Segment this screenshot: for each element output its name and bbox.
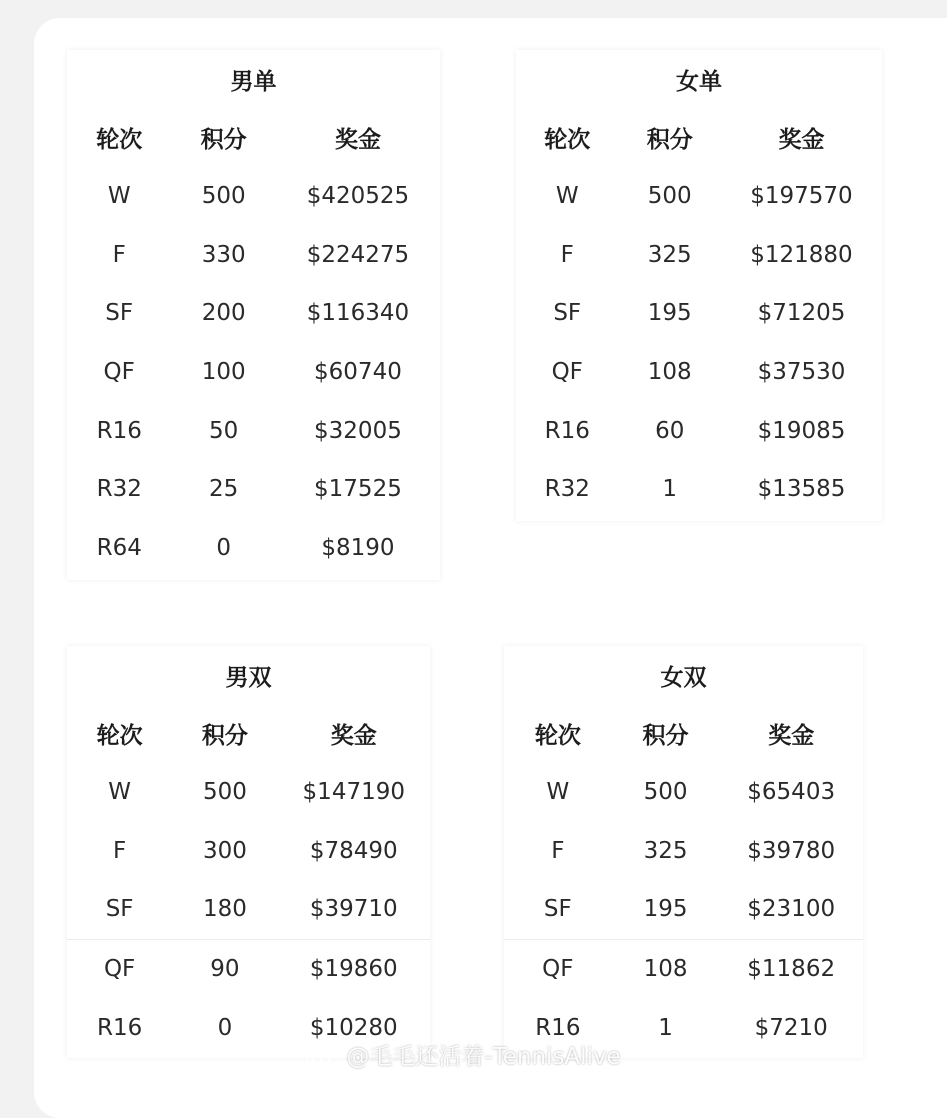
- cell-prize: $23100: [747, 896, 836, 923]
- cell-prize: $39780: [747, 837, 836, 864]
- cell-prize: $10280: [309, 1014, 398, 1041]
- cell-prize: $39710: [309, 896, 398, 923]
- cell-round: QF: [103, 359, 135, 386]
- cell-round: SF: [553, 300, 582, 327]
- cell-points: 0: [217, 1014, 233, 1041]
- table-row: [67, 460, 440, 519]
- cell-prize: $224275: [306, 241, 410, 268]
- cell-prize: $7210: [754, 1014, 828, 1041]
- cell-round: R16: [96, 417, 142, 444]
- header-row: [516, 108, 882, 167]
- cell-prize: $19085: [757, 417, 846, 444]
- table-row: [67, 939, 430, 998]
- cell-prize: $17525: [314, 476, 402, 503]
- table-row: [67, 763, 430, 822]
- table-title: 男单: [230, 68, 277, 95]
- cell-points: 100: [201, 359, 246, 386]
- table-title-row: [67, 646, 430, 704]
- mens-doubles-table: [67, 646, 430, 1058]
- cell-points: 325: [647, 241, 692, 268]
- table-row: [516, 225, 882, 284]
- table-row: [67, 225, 440, 284]
- header-prize: 奖金: [330, 722, 377, 749]
- cell-points: 500: [647, 183, 692, 210]
- table-row: [516, 343, 882, 402]
- header-points: 积分: [646, 126, 693, 153]
- cell-round: QF: [504, 939, 612, 998]
- table-title: 男双: [225, 664, 272, 691]
- cell-round: R32: [96, 476, 142, 503]
- header-points: 积分: [642, 722, 689, 749]
- cell-prize: $13585: [757, 476, 846, 503]
- cell-prize: $8190: [321, 535, 395, 562]
- cell-points: 108: [612, 939, 720, 998]
- table-row: [67, 167, 440, 226]
- table-row: [516, 460, 882, 519]
- table-title: 女双: [660, 664, 707, 691]
- table-row: [67, 343, 440, 402]
- cell-prize: $32005: [314, 417, 402, 444]
- cell-points: 25: [209, 476, 239, 503]
- cell-round: F: [113, 837, 127, 864]
- header-row: [504, 704, 863, 763]
- table-row: [516, 284, 882, 343]
- cell-round: SF: [105, 896, 134, 923]
- table-row: [504, 939, 863, 998]
- cell-round: R16: [97, 1014, 143, 1041]
- cell-prize: $197570: [750, 183, 853, 210]
- header-round: 轮次: [96, 126, 143, 153]
- cell-prize: $147190: [302, 779, 405, 806]
- table-row: [67, 519, 440, 578]
- cell-prize: $11862: [719, 939, 863, 998]
- table-title-row: [67, 50, 440, 108]
- cell-points: 200: [201, 300, 246, 327]
- cell-points: 500: [201, 183, 246, 210]
- watermark-text: @毛毛还活着-TennisAlive: [346, 1044, 621, 1070]
- table-title: 女单: [676, 68, 722, 95]
- cell-prize: $19860: [278, 939, 430, 998]
- header-prize: 奖金: [768, 722, 815, 749]
- cell-round: SF: [105, 300, 134, 327]
- table-title-row: [504, 646, 863, 704]
- cell-round: QF: [551, 359, 583, 386]
- cell-points: 1: [658, 1014, 673, 1041]
- cell-points: 108: [647, 359, 692, 386]
- womens-singles-grid: [516, 50, 882, 519]
- table-row: [67, 821, 430, 880]
- cell-points: 300: [202, 837, 247, 864]
- cell-prize: $37530: [757, 359, 846, 386]
- header-round: 轮次: [544, 126, 591, 153]
- cell-points: 1: [662, 476, 678, 503]
- table-row: [67, 880, 430, 939]
- table-row: [67, 401, 440, 460]
- cell-points: 180: [202, 896, 247, 923]
- cell-points: 500: [643, 779, 688, 806]
- cell-points: 60: [655, 417, 685, 444]
- header-prize: 奖金: [334, 126, 381, 153]
- cell-points: 90: [172, 939, 277, 998]
- header-prize: 奖金: [778, 126, 825, 153]
- table-title-row: [516, 50, 882, 108]
- cell-round: SF: [543, 896, 572, 923]
- cell-points: 0: [216, 535, 231, 562]
- cell-round: F: [551, 837, 565, 864]
- cell-prize: $60740: [314, 359, 402, 386]
- header-round: 轮次: [96, 722, 143, 749]
- cell-points: 500: [202, 779, 247, 806]
- mens-singles-grid: [67, 50, 440, 578]
- header-points: 积分: [201, 722, 248, 749]
- cell-points: 325: [643, 837, 688, 864]
- header-round: 轮次: [534, 722, 581, 749]
- cell-points: 195: [643, 896, 688, 923]
- cell-round: W: [555, 183, 579, 210]
- cell-round: R16: [544, 417, 590, 444]
- cell-round: R64: [96, 535, 142, 562]
- table-row: [504, 763, 863, 822]
- cell-prize: $121880: [750, 241, 853, 268]
- cell-round: F: [560, 241, 574, 268]
- watermark: [305, 1038, 621, 1071]
- table-row: [67, 284, 440, 343]
- cell-prize: $78490: [309, 837, 398, 864]
- womens-doubles-table: [504, 646, 863, 1058]
- header-points: 积分: [200, 126, 247, 153]
- table-row: [504, 821, 863, 880]
- table-row: [516, 401, 882, 460]
- cell-round: F: [112, 241, 126, 268]
- cell-prize: $116340: [306, 300, 410, 327]
- cell-prize: $65403: [747, 779, 836, 806]
- mens-singles-table: [67, 50, 440, 580]
- cell-round: W: [546, 779, 570, 806]
- womens-singles-table: [516, 50, 882, 521]
- cell-points: 330: [201, 241, 246, 268]
- cell-round: W: [107, 183, 131, 210]
- cell-round: QF: [67, 939, 172, 998]
- header-row: [67, 704, 430, 763]
- cell-round: R32: [544, 476, 590, 503]
- cell-round: W: [108, 779, 131, 806]
- cell-points: 195: [647, 300, 692, 327]
- table-row: [516, 167, 882, 226]
- cell-prize: $71205: [757, 300, 846, 327]
- womens-doubles-grid: [504, 646, 863, 1057]
- cell-prize: $420525: [306, 183, 410, 210]
- cell-round: R16: [535, 1014, 581, 1041]
- header-row: [67, 108, 440, 167]
- table-row: [504, 880, 863, 939]
- cell-points: 50: [209, 417, 239, 444]
- mens-doubles-grid: [67, 646, 430, 1057]
- weibo-icon: [305, 1044, 335, 1068]
